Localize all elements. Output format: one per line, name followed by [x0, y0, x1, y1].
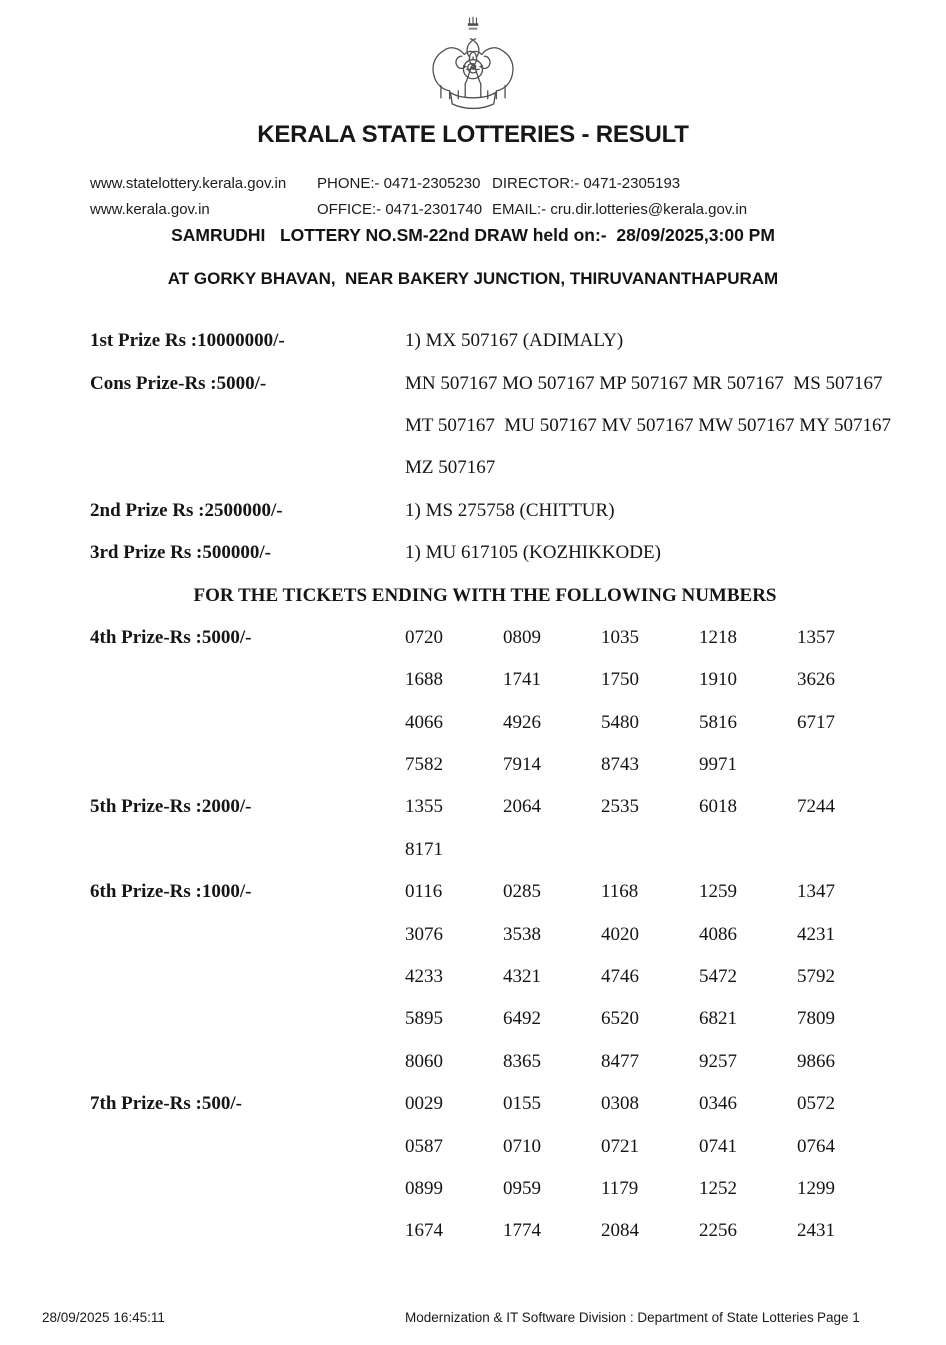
ending-numbers-row [405, 754, 797, 776]
ending-number: 8060 [405, 1050, 443, 1072]
prize-row [90, 786, 880, 828]
ending-number: 0809 [503, 626, 541, 648]
prize-winning-number: MT 507167 MU 507167 MV 507167 MW 507167 MY 507167 [405, 414, 891, 436]
ending-number: 2256 [699, 1220, 737, 1242]
prize-row [90, 998, 880, 1040]
prize-table [90, 320, 891, 1253]
prize-label: 7th Prize-Rs :500/- [90, 1093, 242, 1115]
page-title: KERALA STATE LOTTERIES - RESULT [257, 121, 689, 148]
prize-label: 3rd Prize Rs :500000/- [90, 542, 271, 564]
ending-number: 0155 [503, 1093, 541, 1115]
prize-row [90, 829, 880, 871]
prize-row [90, 871, 880, 913]
ending-number: 9866 [797, 1050, 835, 1072]
prize-row [90, 532, 880, 574]
prize-row [90, 744, 880, 786]
ending-numbers-row [405, 1220, 895, 1242]
prize-row [90, 405, 891, 447]
ending-numbers-row [405, 924, 895, 946]
prize-row [90, 1168, 880, 1210]
ending-number: 1218 [699, 626, 737, 648]
ending-number: 7244 [797, 796, 835, 818]
ending-number: 6018 [699, 796, 737, 818]
director-number: DIRECTOR:- 0471-2305193 [492, 175, 681, 192]
ending-number: 5472 [699, 966, 737, 988]
ending-number: 1299 [797, 1178, 835, 1199]
prize-row [90, 1210, 880, 1252]
ending-number: 3538 [503, 923, 541, 945]
contact-row-2 [90, 197, 946, 223]
prize-row [90, 913, 880, 955]
ending-number: 1252 [699, 1178, 737, 1199]
prize-label: 6th Prize-Rs :1000/- [90, 881, 252, 903]
ending-number: 0710 [503, 1135, 541, 1157]
prize-row [90, 447, 880, 489]
prize-winning-number: 1) MU 617105 (KOZHIKKODE) [405, 542, 661, 564]
ending-number: 3626 [797, 669, 835, 691]
ending-numbers-row [405, 1178, 895, 1200]
prize-row [90, 1083, 880, 1125]
prize-row [90, 956, 880, 998]
ending-number: 9257 [699, 1050, 737, 1072]
ending-numbers-row [405, 796, 895, 818]
prize-row [90, 490, 880, 532]
section-heading: FOR THE TICKETS ENDING WITH THE FOLLOWING NUMBERS [193, 584, 777, 606]
ending-number: 0720 [405, 626, 443, 648]
prize-label: 5th Prize-Rs :2000/- [90, 796, 252, 818]
prize-label: 4th Prize-Rs :5000/- [90, 626, 252, 648]
prize-winning-number: MN 507167 MO 507167 MP 507167 MR 507167 MS 507167 [405, 372, 883, 394]
ending-number: 0764 [797, 1135, 835, 1157]
email-address: EMAIL:- cru.dir.lotteries@kerala.gov.in [492, 201, 748, 218]
prize-row [90, 320, 880, 362]
phone-number: PHONE:- 0471-2305230 [317, 175, 481, 192]
ending-number: 5792 [797, 966, 835, 988]
ending-number: 2431 [797, 1220, 835, 1242]
ending-number: 0029 [405, 1093, 443, 1115]
ending-number: 4321 [503, 966, 541, 988]
ending-number: 1674 [405, 1220, 443, 1242]
ending-number: 8743 [601, 754, 639, 776]
ending-number: 6717 [797, 711, 835, 733]
prize-winning-number: MZ 507167 [405, 457, 496, 479]
ending-number: 0587 [405, 1135, 443, 1157]
draw-venue: AT GORKY BHAVAN, NEAR BAKERY JUNCTION, THIRUVANANTHAPURAM [167, 269, 779, 288]
ending-number: 4746 [601, 966, 639, 988]
ending-number: 0572 [797, 1093, 835, 1115]
ending-number: 0116 [405, 881, 443, 903]
ending-numbers-row [405, 712, 895, 734]
ending-number: 1750 [601, 669, 639, 691]
kerala-state-emblem-icon [421, 8, 525, 120]
ending-numbers-row [405, 1051, 895, 1073]
prize-row [90, 1041, 880, 1083]
ending-number: 0899 [405, 1178, 443, 1199]
footer-generated-timestamp: 28/09/2025 16:45:11 [42, 1310, 165, 1325]
ending-number: 2084 [601, 1220, 639, 1242]
prize-row [90, 617, 880, 659]
ending-number: 2064 [503, 796, 541, 818]
ending-number: 1168 [601, 881, 639, 903]
ending-numbers-row [405, 627, 895, 649]
ending-number: 1035 [601, 626, 639, 648]
page-footer [0, 1310, 946, 1330]
website-statelottery: www.statelottery.kerala.gov.in [90, 175, 287, 192]
ending-number: 0346 [699, 1093, 737, 1115]
office-number: OFFICE:- 0471-2301740 [317, 201, 483, 218]
ending-number: 8171 [405, 838, 443, 860]
ending-number: 1357 [797, 626, 835, 648]
ending-number: 7914 [503, 754, 541, 776]
ending-numbers-row [405, 839, 503, 861]
prize-row [90, 659, 880, 701]
contact-row-1 [90, 171, 946, 197]
ending-number: 5816 [699, 711, 737, 733]
ending-number: 8365 [503, 1050, 541, 1072]
ending-number: 1741 [503, 669, 541, 691]
top-prizes-container [90, 320, 891, 574]
ending-number: 1347 [797, 881, 835, 903]
ending-number: 4926 [503, 711, 541, 733]
ending-numbers-row [405, 1093, 895, 1115]
prize-label: 1st Prize Rs :10000000/- [90, 330, 285, 352]
ending-number: 1774 [503, 1220, 541, 1242]
footer-page-number: Page 1 [817, 1310, 860, 1325]
ending-number: 1259 [699, 881, 737, 903]
ending-number: 1910 [699, 669, 737, 691]
ending-number: 1355 [405, 796, 443, 818]
footer-division: Modernization & IT Software Division : Department of State Lotteries [405, 1310, 814, 1325]
prize-row [90, 1125, 880, 1167]
ending-number: 5480 [601, 711, 639, 733]
ending-number: 3076 [405, 923, 443, 945]
ending-number: 0959 [503, 1178, 541, 1199]
ending-numbers-row [405, 669, 895, 691]
ending-number: 4231 [797, 923, 835, 945]
ending-prizes-container [90, 617, 880, 1253]
ending-number: 4020 [601, 923, 639, 945]
contact-info [90, 171, 946, 223]
ending-number: 1179 [601, 1178, 639, 1199]
ending-number: 0308 [601, 1093, 639, 1115]
ending-number: 7809 [797, 1008, 835, 1030]
ending-number: 0721 [601, 1135, 639, 1157]
ending-number: 0741 [699, 1135, 737, 1157]
draw-headline: SAMRUDHI LOTTERY NO.SM-22nd DRAW held on:- 28/09/2025,3:00 PM [171, 225, 775, 245]
ending-numbers-row [405, 1008, 895, 1030]
website-kerala: www.kerala.gov.in [90, 201, 210, 218]
ending-numbers-row [405, 966, 895, 988]
ending-number: 0285 [503, 881, 541, 903]
ending-number: 1688 [405, 669, 443, 691]
ending-number: 4086 [699, 923, 737, 945]
prize-label: Cons Prize-Rs :5000/- [90, 372, 267, 394]
prize-row [90, 702, 880, 744]
ending-numbers-row [405, 1136, 895, 1158]
ending-number: 8477 [601, 1050, 639, 1072]
section-heading-row [90, 574, 880, 616]
ending-number: 6821 [699, 1008, 737, 1030]
ending-number: 6492 [503, 1008, 541, 1030]
ending-number: 9971 [699, 754, 737, 776]
prize-label: 2nd Prize Rs :2500000/- [90, 499, 283, 521]
ending-number: 4233 [405, 966, 443, 988]
prize-winning-number: 1) MS 275758 (CHITTUR) [405, 499, 615, 521]
ending-numbers-row [405, 881, 895, 903]
ending-number: 7582 [405, 754, 443, 776]
ending-number: 2535 [601, 796, 639, 818]
prize-winning-number: 1) MX 507167 (ADIMALY) [405, 330, 624, 352]
ending-number: 6520 [601, 1008, 639, 1030]
ending-number: 5895 [405, 1008, 443, 1030]
ending-number: 4066 [405, 711, 443, 733]
prize-row [90, 362, 883, 404]
